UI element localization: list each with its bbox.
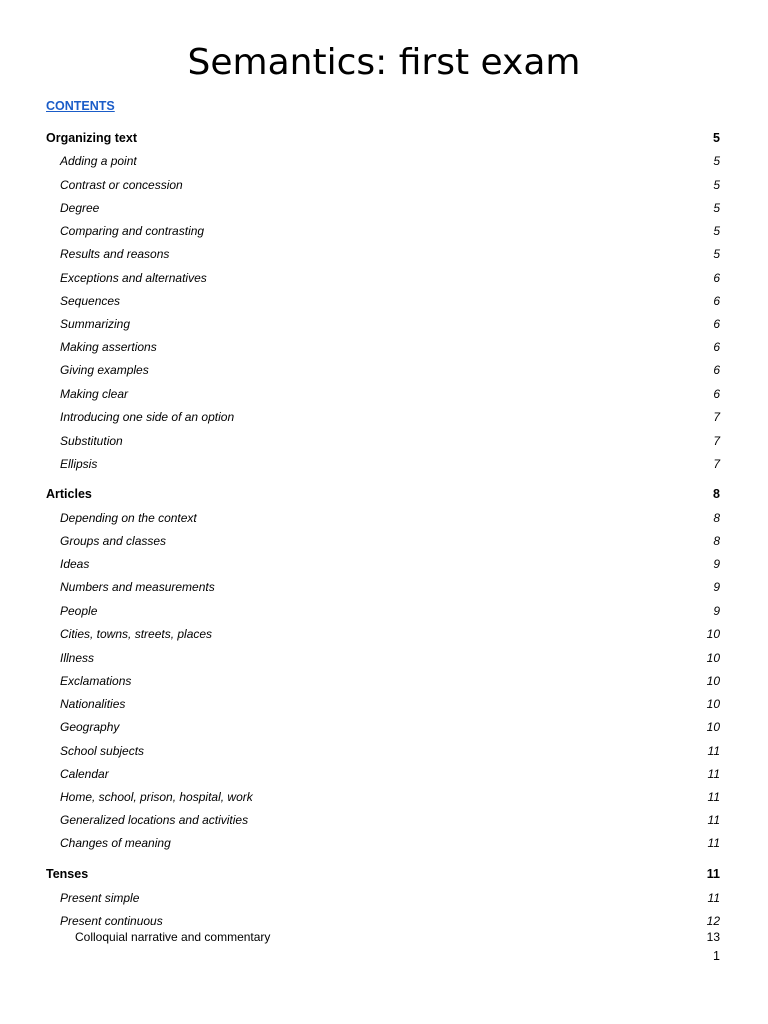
toc-entry-page: 9 — [713, 557, 720, 571]
toc-entry-title: Nationalities — [60, 697, 126, 711]
toc-entry-title: Exclamations — [60, 674, 132, 688]
toc-entry-page: 12 — [706, 914, 720, 928]
toc-entry[interactable] — [46, 456, 720, 472]
toc-entry-page: 10 — [706, 674, 720, 688]
toc-entry-title: Present simple — [60, 891, 140, 905]
toc-entry-page: 8 — [713, 511, 720, 525]
page-number: 1 — [713, 949, 720, 963]
toc-entry[interactable] — [46, 890, 720, 906]
toc-entry-title: Depending on the context — [60, 511, 197, 525]
toc-entry-page: 5 — [713, 224, 720, 238]
toc-entry-title: Exceptions and alternatives — [60, 271, 207, 285]
toc-entry[interactable] — [46, 200, 720, 216]
toc-entry-title: Introducing one side of an option — [60, 410, 235, 424]
toc-entry-page: 6 — [713, 294, 720, 308]
toc-entry-title: Organizing text — [46, 131, 137, 145]
toc-entry[interactable] — [46, 177, 720, 193]
toc-entry-page: 9 — [713, 604, 720, 618]
toc-entry[interactable] — [46, 812, 720, 828]
toc-entry-title: Making clear — [60, 387, 129, 401]
toc-entry-title: Adding a point — [60, 154, 137, 168]
toc-entry[interactable] — [46, 433, 720, 449]
toc-entry[interactable] — [46, 719, 720, 735]
toc-entry-page: 6 — [713, 271, 720, 285]
toc-entry[interactable] — [46, 835, 720, 851]
toc-entry[interactable] — [46, 696, 720, 712]
toc-entry[interactable] — [46, 270, 720, 286]
toc-entry-page: 13 — [706, 930, 720, 944]
toc-entry-page: 8 — [713, 534, 720, 548]
toc-entry[interactable] — [46, 130, 720, 146]
toc-entry-page: 11 — [707, 891, 720, 905]
toc-entry-page: 5 — [713, 201, 720, 215]
toc-entry-title: Making assertions — [60, 340, 157, 354]
toc-entry-page: 11 — [707, 790, 720, 804]
toc-entry-page: 9 — [713, 580, 720, 594]
toc-entry-page: 10 — [706, 697, 720, 711]
toc-entry[interactable] — [46, 579, 720, 595]
toc-entry-page: 6 — [713, 340, 720, 354]
toc-entry-page: 7 — [713, 434, 720, 448]
toc-entry[interactable] — [46, 409, 720, 425]
toc-entry-page: 5 — [713, 154, 720, 168]
toc-entry[interactable] — [46, 386, 720, 402]
toc-entry[interactable] — [46, 766, 720, 782]
toc-entry-title: Giving examples — [60, 363, 149, 377]
toc-entry[interactable] — [46, 533, 720, 549]
toc-entry[interactable] — [46, 866, 720, 882]
toc-entry-page: 11 — [707, 813, 720, 827]
toc-entry-page: 11 — [707, 767, 720, 781]
toc-entry-page: 6 — [713, 317, 720, 331]
contents-link[interactable]: CONTENTS — [46, 99, 115, 113]
toc-entry-title: Degree — [60, 201, 100, 215]
toc-entry-page: 10 — [706, 720, 720, 734]
toc-entry-title: Generalized locations and activities — [60, 813, 249, 827]
toc-entry[interactable] — [46, 362, 720, 378]
toc-entry-title: Changes of meaning — [60, 836, 171, 850]
toc-entry[interactable] — [46, 673, 720, 689]
toc-entry[interactable] — [46, 223, 720, 239]
toc-entry[interactable] — [46, 316, 720, 332]
toc-entry-title: Articles — [46, 487, 92, 501]
toc-entry-title: Home, school, prison, hospital, work — [60, 790, 253, 804]
toc-entry-title: Ellipsis — [60, 457, 98, 471]
toc-entry-title: Numbers and measurements — [60, 580, 215, 594]
toc-entry-page: 11 — [706, 867, 720, 881]
toc-entry-title: Cities, towns, streets, places — [60, 627, 213, 641]
toc-entry-title: People — [60, 604, 98, 618]
toc-entry[interactable] — [46, 293, 720, 309]
toc-entry[interactable] — [46, 339, 720, 355]
toc-entry[interactable] — [46, 603, 720, 619]
toc-entry[interactable] — [46, 486, 720, 502]
toc-entry-title: Comparing and contrasting — [60, 224, 205, 238]
document-title: Semantics: first exam — [187, 42, 581, 83]
toc-entry-title: Illness — [60, 651, 95, 665]
toc-entry[interactable] — [46, 626, 720, 642]
toc-entry[interactable] — [46, 510, 720, 526]
toc-entry-page: 5 — [713, 178, 720, 192]
toc-entry-title: School subjects — [60, 744, 145, 758]
toc-entry-page: 6 — [713, 363, 720, 377]
toc-entry-page: 7 — [713, 410, 720, 424]
toc-entry[interactable] — [46, 929, 720, 945]
toc-entry-title: Ideas — [60, 557, 90, 571]
toc-entry-title: Calendar — [60, 767, 109, 781]
toc-entry-title: Colloquial narrative and commentary — [75, 930, 271, 944]
toc-entry-page: 5 — [713, 131, 720, 145]
toc-entry-title: Sequences — [60, 294, 121, 308]
toc-entry-page: 8 — [713, 487, 720, 501]
toc-entry[interactable] — [46, 743, 720, 759]
toc-entry-page: 5 — [713, 247, 720, 261]
toc-entry[interactable] — [46, 913, 720, 929]
toc-entry-page: 6 — [713, 387, 720, 401]
toc-entry-title: Substitution — [60, 434, 123, 448]
toc-entry[interactable] — [46, 556, 720, 572]
toc-entry-page: 10 — [706, 651, 720, 665]
toc-entry-title: Contrast or concession — [60, 178, 183, 192]
toc-entry[interactable] — [46, 789, 720, 805]
toc-entry-page: 11 — [707, 836, 720, 850]
toc-entry-title: Geography — [60, 720, 120, 734]
toc-entry-title: Results and reasons — [60, 247, 170, 261]
toc-entry-title: Summarizing — [60, 317, 131, 331]
toc-entry-title: Present continuous — [60, 914, 163, 928]
toc-entry[interactable] — [46, 246, 720, 262]
toc-entry-page: 10 — [706, 627, 720, 641]
toc-entry-title: Groups and classes — [60, 534, 167, 548]
toc-entry-title: Tenses — [46, 867, 89, 881]
toc-entry[interactable] — [46, 650, 720, 666]
toc-entry-page: 11 — [707, 744, 720, 758]
toc-entry-page: 7 — [713, 457, 720, 471]
toc-entry[interactable] — [46, 153, 720, 169]
